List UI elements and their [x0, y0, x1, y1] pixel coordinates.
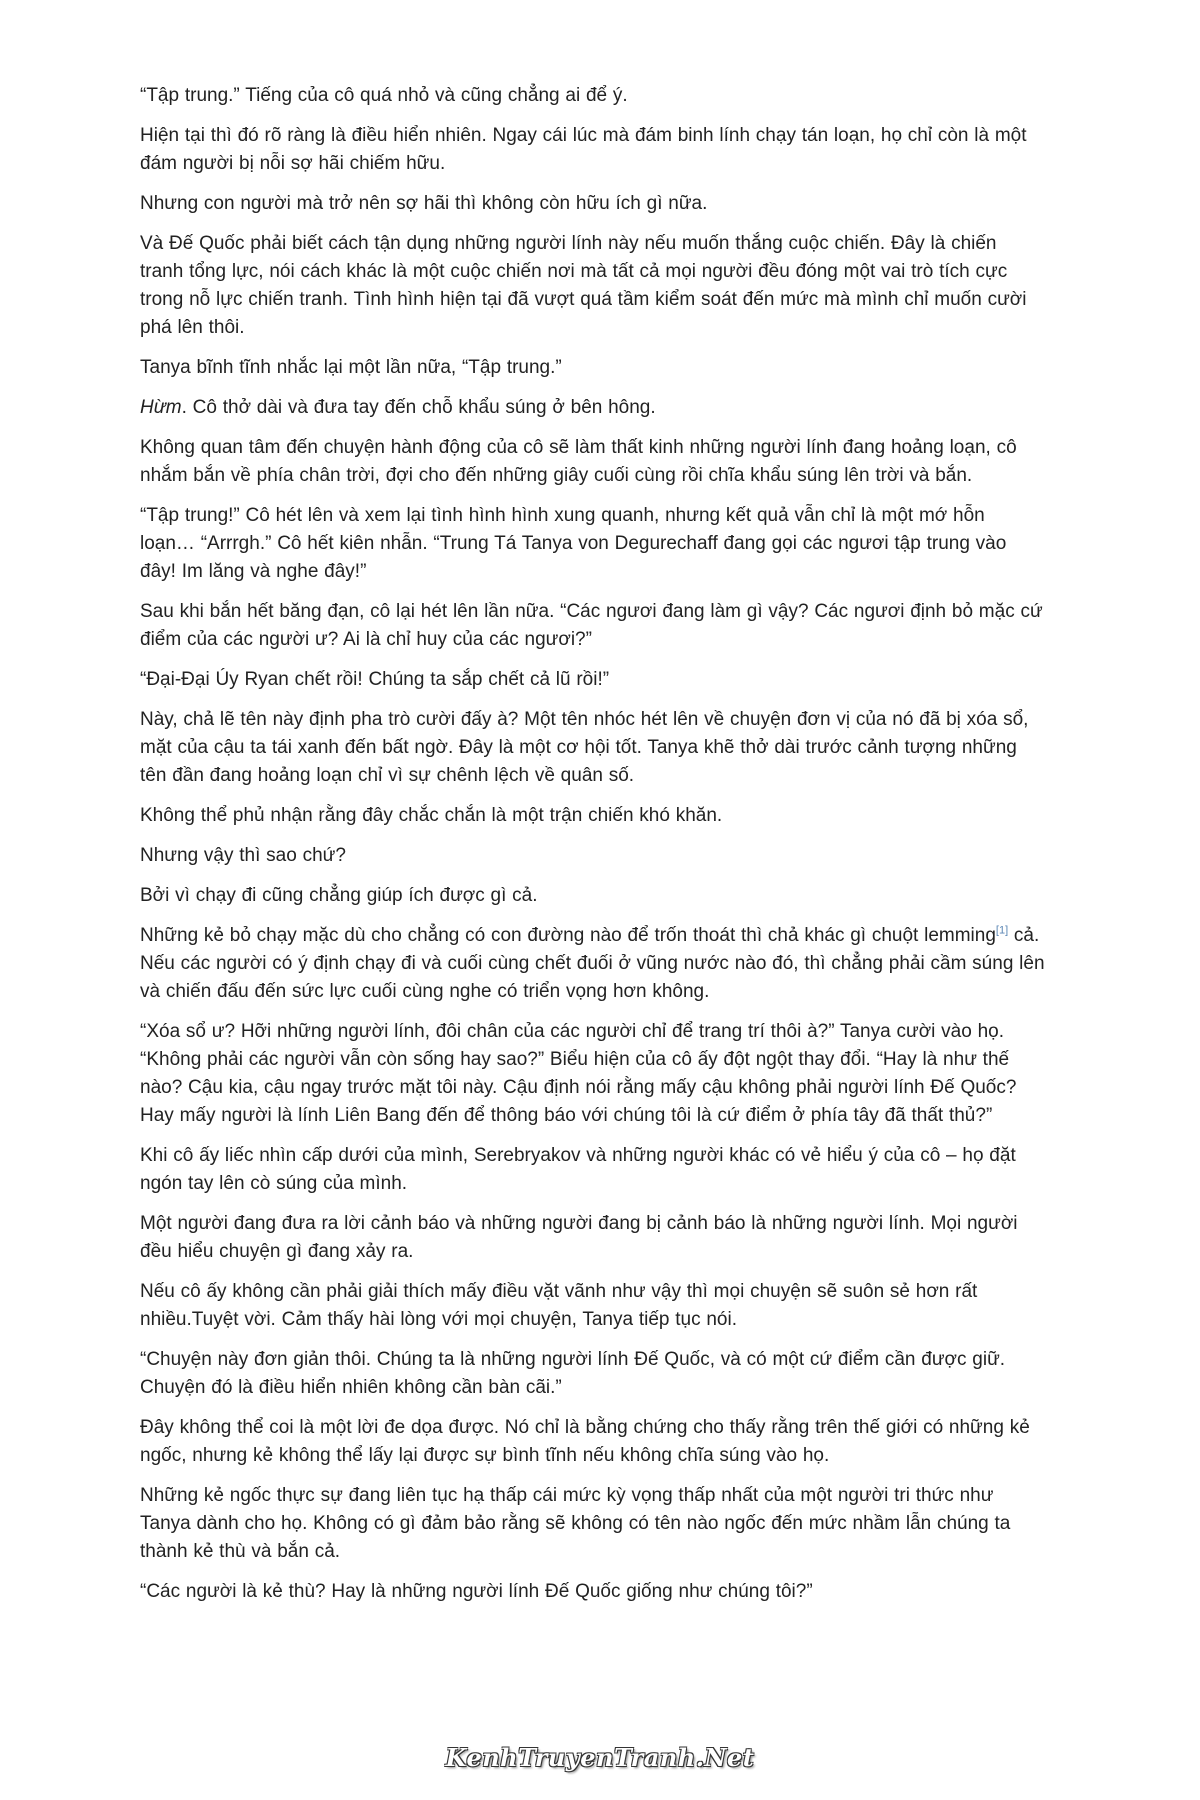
paragraph-11: Này, chả lẽ tên này định pha trò cười đấy à? Một tên nhóc hét lên về chuyện đơn vị của nó đã bị xóa sổ, mặt của cậu ta tái xanh đến bất ngờ. Đây là một cơ hội tốt. Tanya khẽ thở dài trước cảnh tượng những tên đần đang hoảng loạn chỉ vì sự chênh lệch về quân số. [140, 709, 1029, 786]
paragraph-15 [140, 922, 1045, 1006]
paragraph-15-after: cả. Nếu các người có ý định chạy đi và cuối cùng chết đuối ở vũng nước nào đó, thì chẳng phải cầm súng lên và chiến đấu đến sức lực cuối cùng nghe có triển vọng hơn không. [140, 925, 1045, 1002]
paragraph-6-rest: . Cô thở dài và đưa tay đến chỗ khẩu súng ở bên hông. [181, 397, 656, 418]
paragraph-8: “Tập trung!” Cô hét lên và xem lại tình hình hình xung quanh, nhưng kết quả vẫn chỉ là một mớ hỗn loạn… “Arrrgh.” Cô hết kiên nhẫn. “Trung Tá Tanya von Degurechaff đang gọi các ngươi tập trung vào đây! Im lăng và nghe đây!” [140, 505, 1007, 582]
paragraph-5: Tanya bĩnh tĩnh nhắc lại một lần nữa, “Tập trung.” [140, 357, 562, 378]
paragraph-22: Những kẻ ngốc thực sự đang liên tục hạ thấp cái mức kỳ vọng thấp nhất của một người tri thức như Tanya dành cho họ. Không có gì đảm bảo rằng sẽ không có tên nào ngốc đến mức nhầm lẫn chúng ta thành kẻ thù và bắn cả. [140, 1485, 1011, 1562]
paragraph-9: Sau khi bắn hết băng đạn, cô lại hét lên lần nữa. “Các ngươi đang làm gì vậy? Các ngươi định bỏ mặc cứ điểm của các người ư? Ai là chỉ huy của các ngươi?” [140, 601, 1043, 650]
paragraph-1: “Tập trung.” Tiếng của cô quá nhỏ và cũng chẳng ai để ý. [140, 85, 628, 106]
paragraph-18: Một người đang đưa ra lời cảnh báo và những người đang bị cảnh báo là những người lính. Mọi người đều hiểu chuyện gì đang xảy ra. [140, 1213, 1018, 1262]
paragraph-15-before: Những kẻ bỏ chạy mặc dù cho chẳng có con đường nào để trốn thoát thì chả khác gì chuột lemming [140, 925, 996, 946]
paragraph-6-italic: Hừm [140, 397, 182, 418]
paragraph-14: Bởi vì chạy đi cũng chẳng giúp ích được gì cả. [140, 885, 538, 906]
site-watermark: KenhTruyenTranh.Net [445, 1743, 755, 1772]
paragraph-3: Nhưng con người mà trở nên sợ hãi thì không còn hữu ích gì nữa. [140, 193, 708, 214]
paragraph-13: Nhưng vậy thì sao chứ? [140, 845, 346, 866]
document-page [140, 82, 1045, 1618]
paragraph-21: Đây không thể coi là một lời đe dọa được. Nó chỉ là bằng chứng cho thấy rằng trên thế giới có những kẻ ngốc, nhưng kẻ không thể lấy lại được sự bình tĩnh nếu không chĩa súng vào họ. [140, 1417, 1030, 1466]
paragraph-23: “Các người là kẻ thù? Hay là những người lính Đế Quốc giống như chúng tôi?” [140, 1581, 813, 1602]
paragraph-7: Không quan tâm đến chuyện hành động của cô sẽ làm thất kinh những người lính đang hoảng loạn, cô nhắm bắn về phía chân trời, đợi cho đến những giây cuối cùng rồi chĩa khẩu súng lên trời và bắn. [140, 437, 1017, 486]
paragraph-10: “Đại-Đại Úy Ryan chết rồi! Chúng ta sắp chết cả lũ rồi!” [140, 669, 610, 690]
paragraph-19: Nếu cô ấy không cần phải giải thích mấy điều vặt vãnh như vậy thì mọi chuyện sẽ suôn sẻ hơn rất nhiều.Tuyệt vời. Cảm thấy hài lòng với mọi chuyện, Tanya tiếp tục nói. [140, 1281, 978, 1330]
footnote-reference-link[interactable]: [1] [995, 924, 1009, 937]
paragraph-2: Hiện tại thì đó rõ ràng là điều hiển nhiên. Ngay cái lúc mà đám binh lính chạy tán loạn, họ chỉ còn là một đám người bị nỗi sợ hãi chiếm hữu. [140, 125, 1027, 174]
paragraph-17: Khi cô ấy liếc nhìn cấp dưới của mình, Serebryakov và những người khác có vẻ hiểu ý của cô – họ đặt ngón tay lên cò súng của mình. [140, 1145, 1016, 1194]
paragraph-6 [140, 394, 1045, 422]
paragraph-20: “Chuyện này đơn giản thôi. Chúng ta là những người lính Đế Quốc, và có một cứ điểm cần được giữ. Chuyện đó là điều hiển nhiên không cần bàn cãi.” [140, 1349, 1006, 1398]
paragraph-4: Và Đế Quốc phải biết cách tận dụng những người lính này nếu muốn thắng cuộc chiến. Đây là chiến tranh tổng lực, nói cách khác là một cuộc chiến nơi mà tất cả mọi người đều đóng một vai trò tích cực trong nỗ lực chiến tranh. Tình hình hiện tại đã vượt quá tầm kiểm soát đến mức mà mình chỉ muốn cười phá lên thôi. [140, 233, 1027, 338]
paragraph-16: “Xóa sổ ư? Hỡi những người lính, đôi chân của các người chỉ để trang trí thôi à?” Tanya cười vào họ. “Không phải các người vẫn còn sống hay sao?” Biểu hiện của cô ấy đột ngột thay đổi. “Hay là như thế nào? Cậu kia, cậu ngay trước mặt tôi này. Cậu định nói rằng mấy cậu không phải người lính Đế Quốc? Hay mấy người là lính Liên Bang đến để thông báo với chúng tôi là cứ điểm ở phía tây đã thất thủ?” [140, 1021, 1017, 1126]
paragraph-12: Không thể phủ nhận rằng đây chắc chắn là một trận chiến khó khăn. [140, 805, 723, 826]
